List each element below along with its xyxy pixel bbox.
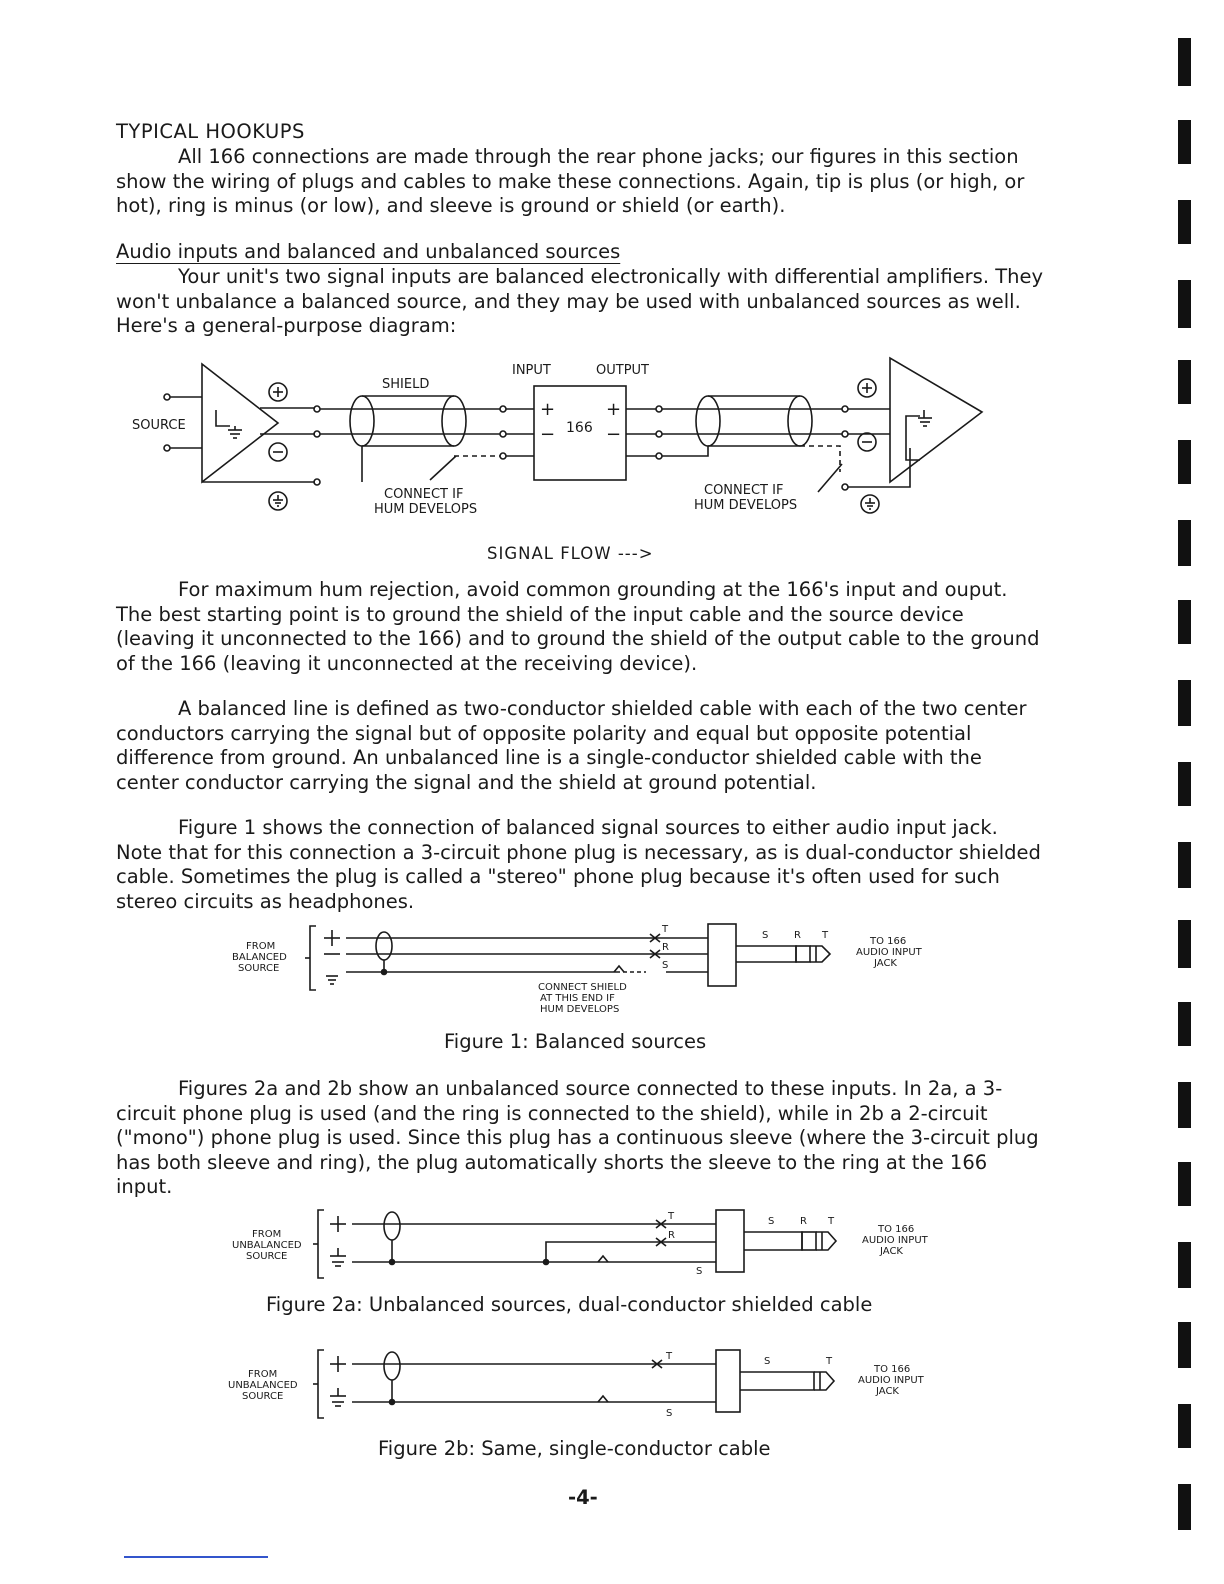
balanced-paragraph	[116, 697, 1046, 795]
ring-label: R	[662, 942, 669, 953]
signal-flow-label: SIGNAL FLOW --->	[487, 544, 654, 563]
unit-label: 166	[566, 420, 593, 436]
sleeve-label: S	[696, 1266, 703, 1277]
plug-r-label: R	[794, 930, 801, 941]
plug-s-label: S	[768, 1216, 775, 1227]
source-amplifier	[202, 364, 278, 482]
plug-s-label: S	[762, 930, 769, 941]
scan-edge-mark	[1178, 1242, 1191, 1288]
plug-r-label: R	[800, 1216, 807, 1227]
inputs-text: Your unit's two signal inputs are balanced electronically with differential amplifiers. They won't unbalance a balanced source, and they may be used with unbalanced sources as well. Here's a general-purpose diagram:	[116, 265, 1044, 337]
tip-label: T	[666, 1351, 673, 1362]
plug-tip	[814, 1372, 834, 1390]
cable-shield	[384, 1212, 400, 1240]
ring-jumper	[546, 1242, 716, 1262]
ground-symbol-left	[269, 492, 287, 510]
connect-right-line2: HUM DEVELOPS	[694, 498, 798, 513]
sleeve-label: S	[666, 1408, 673, 1419]
scan-edge-mark	[1178, 1002, 1191, 1046]
plug-s-label: S	[764, 1356, 771, 1367]
figure-2b-diagram	[222, 1344, 942, 1424]
scan-edge-mark	[1178, 1322, 1191, 1368]
from-line2: UNBALANCED	[228, 1380, 298, 1391]
to-line3: JACK	[876, 1386, 899, 1397]
balanced-text: A balanced line is defined as two-conductor shielded cable with each of the two center conductors carrying the signal but of opposite polarity and equal but opposite potential difference from ground. An unbalanced line is a single-conductor shielded cable with the center conductor carrying the signal and the shield at ground potential.	[116, 697, 1027, 794]
scan-edge-mark	[1178, 280, 1191, 328]
scan-edge-mark	[1178, 1404, 1191, 1448]
from-line3: SOURCE	[238, 963, 280, 974]
note-line2: AT THIS END IF	[540, 993, 615, 1004]
cable-shield	[384, 1352, 400, 1380]
cable-shield	[376, 932, 392, 960]
output-label: OUTPUT	[596, 363, 649, 378]
plug-sleeve	[736, 946, 796, 962]
hum-paragraph	[116, 578, 1046, 676]
page-number: -4-	[568, 1486, 598, 1509]
figure-2a-diagram	[226, 1204, 946, 1284]
shield-label: SHIELD	[382, 377, 430, 392]
from-line2: UNBALANCED	[232, 1240, 302, 1251]
from-line1: FROM	[248, 1369, 278, 1380]
fig2-text: Figures 2a and 2b show an unbalanced source connected to these inputs. In 2a, a 3-circuit phone plug is used (and the ring is connected to the shield), while in 2b a 2-circuit ("mono") phone plug is used. Since this plug has a continuous sleeve (where the 3-circuit plug has both sleeve and ring), the plug automatically shorts the sleeve to the ring at the 166 input.	[116, 1077, 1039, 1198]
scan-edge-mark	[1178, 842, 1191, 888]
note-line1: CONNECT SHIELD	[538, 982, 627, 993]
to-line2: AUDIO INPUT	[862, 1235, 928, 1246]
scan-edge-mark	[1178, 920, 1191, 968]
footer-rule	[124, 1556, 268, 1558]
figure-2b-caption: Figure 2b: Same, single-conductor cable	[378, 1437, 771, 1460]
figure-1-diagram	[226, 916, 946, 1022]
source-ground-symbol	[216, 410, 230, 426]
note-line3: HUM DEVELOPS	[540, 1004, 620, 1015]
input-label: INPUT	[512, 363, 551, 378]
plug-body	[708, 924, 736, 986]
fig1-text: Figure 1 shows the connection of balanced signal sources to either audio input jack. Note that for this connection a 3-circuit phone plug is necessary, as is dual-conductor shielded cable. Sometimes the plug is called a "stereo" phone plug because it's often used for such stereo circuits as headphones.	[116, 816, 1041, 913]
output-shield-right	[788, 396, 812, 446]
from-line3: SOURCE	[246, 1251, 288, 1262]
figure-2a-caption: Figure 2a: Unbalanced sources, dual-conductor shielded cable	[266, 1293, 873, 1316]
to-line2: AUDIO INPUT	[856, 947, 922, 958]
sleeve-label: S	[662, 960, 669, 971]
tip-label: T	[668, 1211, 675, 1222]
plug-body	[716, 1350, 740, 1412]
hum-text: For maximum hum rejection, avoid common grounding at the 166's input and ouput. The best starting point is to ground the shield of the input cable and the source device (leaving it unconnected to the 166) and to ground the shield of the output cable to the ground of the 166 (leaving it unconnected at the receiving device).	[116, 578, 1040, 675]
to-line2: AUDIO INPUT	[858, 1375, 924, 1386]
output-cable	[662, 409, 842, 434]
from-line1: FROM	[246, 941, 276, 952]
receiving-amplifier	[890, 358, 982, 482]
source-bracket	[310, 926, 316, 990]
connect-right-line1: CONNECT IF	[704, 483, 784, 498]
input-shield-left	[350, 396, 374, 446]
scan-edge-mark	[1178, 440, 1191, 484]
general-purpose-diagram	[120, 352, 1000, 530]
from-line2: BALANCED	[232, 952, 287, 963]
connect-left-line1: CONNECT IF	[384, 487, 464, 502]
scan-edge-mark	[1178, 762, 1191, 806]
input-cable	[320, 409, 500, 434]
fig1-paragraph	[116, 816, 1046, 914]
tip-label: T	[662, 924, 669, 935]
scan-edge-mark	[1178, 600, 1191, 644]
fig2-paragraph	[116, 1077, 1046, 1200]
scan-edge-mark	[1178, 360, 1191, 404]
scan-edge-mark	[1178, 680, 1191, 726]
to-line1: TO 166	[870, 936, 907, 947]
ring-label: R	[668, 1230, 675, 1241]
inputs-paragraph	[116, 265, 1046, 339]
scan-edge-mark	[1178, 1162, 1191, 1206]
output-shield-left	[696, 396, 720, 446]
scan-edge-mark	[1178, 1484, 1191, 1530]
to-line1: TO 166	[878, 1224, 915, 1235]
scan-edge-mark	[1178, 120, 1191, 164]
plug-t-label: T	[826, 1356, 833, 1367]
plug-tip	[816, 1232, 836, 1250]
source-label: SOURCE	[132, 418, 186, 433]
plug-body	[716, 1210, 744, 1272]
figure-1-caption: Figure 1: Balanced sources	[444, 1030, 707, 1053]
plug-tip	[810, 946, 830, 962]
scan-edge-mark	[1178, 520, 1191, 566]
scan-edge-mark	[1178, 200, 1191, 244]
to-line1: TO 166	[874, 1364, 911, 1375]
to-line3: JACK	[880, 1246, 903, 1257]
output-plus: +	[606, 399, 622, 420]
intro-paragraph	[116, 145, 1046, 219]
input-minus: −	[540, 424, 556, 445]
intro-text: All 166 connections are made through the rear phone jacks; our figures in this section show the wiring of plugs and cables to make these connections. Again, tip is plus (or high, or hot), ring is minus (or low), and sleeve is ground or shield (or earth).	[116, 145, 1025, 217]
from-line1: FROM	[252, 1229, 282, 1240]
scan-edge-mark	[1178, 38, 1191, 86]
subheading: Audio inputs and balanced and unbalanced sources	[116, 240, 621, 263]
section-heading: TYPICAL HOOKUPS	[116, 120, 305, 143]
plug-sleeve	[740, 1372, 814, 1390]
plug-sleeve	[744, 1232, 802, 1250]
to-line3: JACK	[874, 958, 897, 969]
scan-edge-mark	[1178, 1082, 1191, 1128]
plug-t-label: T	[828, 1216, 835, 1227]
ground-symbol-right	[861, 495, 879, 513]
output-minus: −	[606, 424, 622, 445]
plug-t-label: T	[822, 930, 829, 941]
connect-left-line2: HUM DEVELOPS	[374, 502, 478, 517]
input-plus: +	[540, 399, 556, 420]
input-shield-right	[442, 396, 466, 446]
from-line3: SOURCE	[242, 1391, 284, 1402]
